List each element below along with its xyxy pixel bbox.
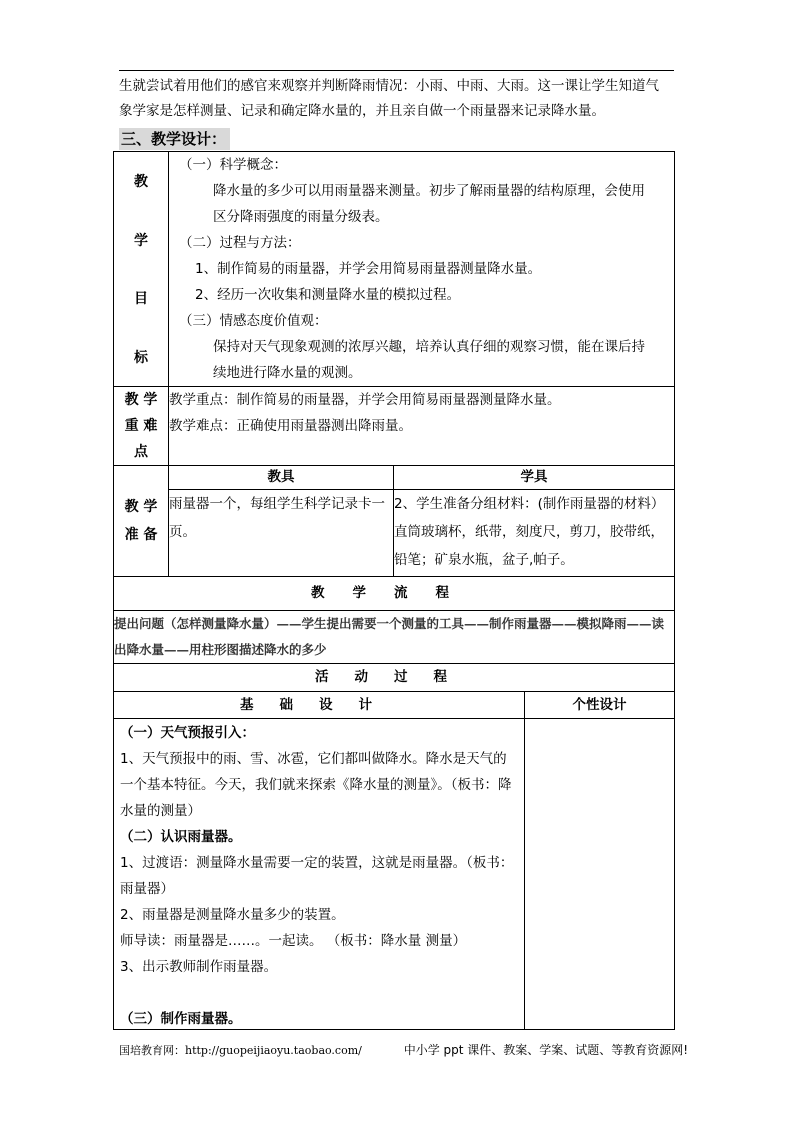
- step-3-heading: （三）制作雨量器。: [120, 1011, 242, 1027]
- activity-title: 活动过程: [114, 664, 675, 692]
- flow-title-row: [114, 577, 675, 611]
- activity-content-row: [114, 719, 675, 1030]
- goals-text-3a: 保持对天气现象观测的浓厚兴趣，培养认真仔细的观察习惯，能在课后持: [213, 339, 645, 355]
- step-2-text-1: 1、过渡语：测量降水量需要一定的装置，这就是雨量器。（板书：雨量器）: [120, 855, 514, 897]
- prep-label-2: 准 备: [124, 527, 158, 543]
- key-difficult-content: [169, 387, 675, 466]
- goals-heading-1: （一）科学概念：: [179, 157, 287, 173]
- goals-label-cell: [114, 152, 169, 387]
- step-2-text-4: 3、出示教师制作雨量器。: [120, 959, 278, 975]
- page-footer: [119, 1041, 688, 1058]
- goals-text-1a: 降水量的多少可以用雨量器来测量。初步了解雨量器的结构原理，会使用: [213, 183, 645, 199]
- key-difficult-row: [114, 387, 675, 466]
- goals-text-1b: 区分降雨强度的雨量分级表。: [213, 209, 389, 225]
- header-rule: [119, 70, 674, 71]
- key-difficult-label-3: 点: [134, 444, 148, 460]
- base-design-header: 基础设计: [114, 692, 525, 719]
- goals-label-char-1: 教: [134, 174, 148, 191]
- footer-site-link[interactable]: 国培教育网：http://guopeijiaoyu.taobao.com/: [119, 1044, 362, 1057]
- personal-design-header: 个性设计: [525, 692, 675, 719]
- footer-slogan: 中小学 ppt 课件、教案、学案、试题、等教育资源网!: [403, 1043, 689, 1057]
- intro-line-1: 生就尝试着用他们的感官来观察并判断降雨情况：小雨、中雨、大雨。这一课让学生知道气: [119, 78, 659, 94]
- goals-heading-2: （二）过程与方法：: [179, 235, 301, 251]
- step-2-heading: （二）认识雨量器。: [120, 829, 242, 845]
- goals-label-char-3: 目: [134, 291, 148, 308]
- base-design-cell: [114, 719, 525, 1030]
- prep-header-row: [114, 466, 675, 490]
- prep-content-row: [114, 490, 675, 577]
- lesson-plan-table: [113, 151, 675, 1030]
- goals-text-3b: 续地进行降水量的观测。: [213, 365, 362, 381]
- flow-text: 提出问题（怎样测量降水量）——学生提出需要一个测量的工具——制作雨量器——模拟降雨——读出降水量——用柱形图描述降水的多少: [114, 611, 675, 664]
- teacher-aids-text: 雨量器一个，每组学生科学记录卡一页。: [169, 490, 394, 577]
- key-difficult-label-2: 重 难: [124, 418, 158, 434]
- student-aids-text: 2、学生准备分组材料：(制作雨量器的材料）直筒玻璃杯，纸带，刻度尺，剪刀，胶带纸，铅笔；矿泉水瓶，盆子,帕子。: [394, 490, 675, 577]
- intro-paragraph: [119, 74, 679, 124]
- key-difficult-label-1: 教 学: [124, 392, 158, 408]
- goals-label-char-2: 学: [134, 232, 148, 249]
- step-1-text: 1、天气预报中的雨、雪、冰雹，它们都叫做降水。降水是天气的一个基本特征。今天，我们就来探索《降水量的测量》。（板书：降水量的测量）: [120, 751, 512, 819]
- flow-text-row: [114, 611, 675, 664]
- teacher-aids-header: 教具: [169, 466, 394, 490]
- prep-label-1: 教 学: [124, 499, 158, 515]
- student-aids-header: 学具: [394, 466, 675, 490]
- goals-text-2a: 1、制作简易的雨量器，并学会用简易雨量器测量降水量。: [195, 261, 542, 277]
- prep-label-cell: [114, 466, 169, 577]
- flow-title: 教学流程: [114, 577, 675, 611]
- activity-title-row: [114, 664, 675, 692]
- step-2-text-2: 2、雨量器是测量降水量多少的装置。: [120, 907, 345, 923]
- goals-content-cell: [169, 152, 675, 387]
- goals-heading-3: （三）情感态度价值观：: [179, 313, 328, 329]
- teaching-difficult-point: 教学难点：正确使用雨量器测出降雨量。: [169, 418, 412, 434]
- step-2-text-3: 师导读：雨量器是……。一起读。 （板书：降水量 测量）: [120, 933, 467, 949]
- goals-row: [114, 152, 675, 387]
- personal-design-cell: [525, 719, 675, 1030]
- intro-line-2: 象学家是怎样测量、记录和确定降水量的，并且亲自做一个雨量器来记录降水量。: [119, 103, 605, 119]
- activity-header-row: [114, 692, 675, 719]
- goals-label-char-4: 标: [134, 349, 148, 366]
- goals-text-2b: 2、经历一次收集和测量降水量的模拟过程。: [195, 287, 461, 303]
- step-1-heading: （一）天气预报引入：: [120, 725, 255, 741]
- section-title: 三、教学设计：: [119, 128, 230, 150]
- key-difficult-label-cell: [114, 387, 169, 466]
- teaching-key-point: 教学重点：制作简易的雨量器，并学会用简易雨量器测量降水量。: [169, 392, 561, 408]
